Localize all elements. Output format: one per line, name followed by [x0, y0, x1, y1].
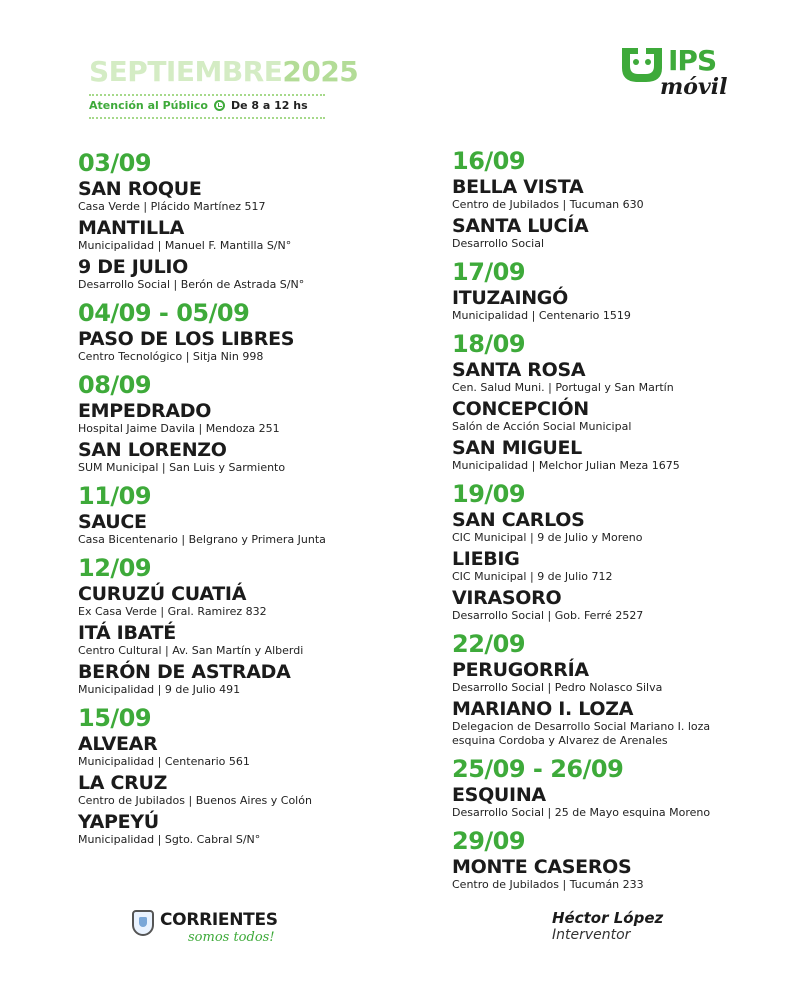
date-heading: 16/09	[452, 147, 526, 175]
date-block	[452, 481, 782, 623]
location-venue: Desarrollo Social	[452, 237, 545, 250]
location-name: SAN CARLOS	[452, 509, 585, 531]
location-detail	[78, 794, 438, 808]
location-venue: Ex Casa Verde	[78, 605, 157, 618]
location-address: Tucumán 233	[569, 878, 644, 891]
location-item	[452, 548, 782, 584]
location-detail	[78, 278, 438, 292]
date-block	[78, 483, 438, 547]
location-venue: Delegacion de Desarrollo Social Mariano I. loza	[452, 720, 711, 733]
location-item	[78, 439, 438, 475]
location-item	[452, 587, 782, 623]
separator: |	[528, 459, 539, 472]
location-name: ITÁ IBATÉ	[78, 622, 176, 644]
location-name: MANTILLA	[78, 217, 185, 239]
location-detail	[452, 237, 782, 251]
location-name: 9 DE JULIO	[78, 256, 189, 278]
location-venue: Desarrollo Social	[452, 609, 545, 622]
location-detail	[452, 878, 782, 892]
separator: |	[177, 533, 189, 546]
location-address: Av. San Martín y Alberdi	[172, 644, 304, 657]
location-item	[78, 772, 438, 808]
location-item	[78, 217, 438, 253]
location-item	[78, 511, 438, 547]
page-title	[89, 56, 389, 88]
location-address: Centenario 561	[164, 755, 250, 768]
location-name: BELLA VISTA	[452, 176, 584, 198]
location-name: MARIANO I. LOZA	[452, 698, 634, 720]
separator: |	[184, 794, 196, 807]
date-block	[78, 150, 438, 292]
location-name: SAN MIGUEL	[452, 437, 582, 459]
location-item	[452, 509, 782, 545]
location-name: ITUZAINGÓ	[452, 287, 568, 309]
location-address: Pedro Nolasco Silva	[554, 681, 663, 694]
location-address: 9 de Julio 491	[164, 683, 241, 696]
date-heading: 25/09 - 26/09	[452, 755, 624, 783]
location-venue: Casa Verde	[78, 200, 140, 213]
location-name: PASO DE LOS LIBRES	[78, 328, 295, 350]
location-name: ESQUINA	[452, 784, 546, 806]
separator: |	[528, 309, 539, 322]
location-detail	[78, 533, 438, 547]
location-item	[78, 811, 438, 847]
location-name: LA CRUZ	[78, 772, 168, 794]
attention-label: Atención al Público	[89, 99, 208, 112]
location-name: SAN ROQUE	[78, 178, 202, 200]
date-heading: 18/09	[452, 330, 526, 358]
clock-icon	[214, 100, 225, 111]
date-block	[452, 828, 782, 892]
separator: |	[154, 755, 165, 768]
province-name: CORRIENTES	[160, 910, 278, 930]
date-block	[452, 259, 782, 323]
hours-label: De 8 a 12 hs	[230, 99, 308, 112]
separator: |	[544, 806, 555, 819]
location-name: BERÓN DE ASTRADA	[78, 661, 291, 683]
location-detail	[78, 683, 438, 697]
signature	[552, 910, 692, 943]
date-block	[78, 300, 438, 364]
location-name: CONCEPCIÓN	[452, 398, 589, 420]
ips-logo-icon	[618, 44, 666, 84]
location-venue: Desarrollo Social	[452, 806, 545, 819]
signer-name: Héctor López	[552, 909, 664, 927]
date-heading: 19/09	[452, 480, 526, 508]
location-detail	[452, 806, 782, 820]
schedule-right-column	[452, 148, 782, 900]
date-heading: 17/09	[452, 258, 526, 286]
location-detail	[78, 644, 438, 658]
location-name: YAPEYÚ	[78, 811, 159, 833]
location-address: 9 de Julio y Moreno	[537, 531, 643, 544]
location-item	[78, 400, 438, 436]
location-detail	[452, 570, 782, 584]
location-address: Sgto. Cabral S/N°	[164, 833, 261, 846]
location-address: Portugal y San Martín	[555, 381, 674, 394]
header	[89, 56, 389, 119]
location-name: VIRASORO	[452, 587, 562, 609]
location-venue: Desarrollo Social	[452, 681, 545, 694]
corrientes-logo	[132, 908, 302, 952]
separator: |	[154, 833, 165, 846]
separator: |	[544, 381, 556, 394]
location-venue: SUM Municipal	[78, 461, 159, 474]
location-venue: Centro de Jubilados	[452, 878, 559, 891]
separator: |	[156, 605, 168, 618]
location-item	[78, 328, 438, 364]
location-venue: Centro Tecnológico	[78, 350, 183, 363]
date-heading: 12/09	[78, 554, 152, 582]
location-name: LIEBIG	[452, 548, 520, 570]
location-venue: Municipalidad	[78, 239, 155, 252]
date-heading: 11/09	[78, 482, 152, 510]
location-detail	[78, 239, 438, 253]
location-venue: Salón de Acción Social Municipal	[452, 420, 632, 433]
location-address: Gral. Ramirez 832	[167, 605, 267, 618]
location-detail	[78, 461, 438, 475]
location-item	[452, 398, 782, 434]
separator: |	[139, 200, 151, 213]
province-slogan: somos todos!	[188, 930, 275, 945]
location-detail	[78, 350, 438, 364]
separator: |	[544, 609, 555, 622]
location-detail	[452, 609, 782, 623]
date-block	[78, 555, 438, 697]
separator: |	[182, 350, 193, 363]
separator: |	[158, 461, 170, 474]
location-item	[78, 583, 438, 619]
location-address: Gob. Ferré 2527	[554, 609, 644, 622]
location-item	[452, 176, 782, 212]
location-venue: Municipalidad	[78, 683, 155, 696]
separator: |	[154, 239, 165, 252]
separator: |	[161, 644, 173, 657]
location-detail	[452, 381, 782, 395]
location-address: 25 de Mayo esquina Moreno	[554, 806, 711, 819]
location-name: SANTA ROSA	[452, 359, 586, 381]
location-detail	[452, 420, 782, 434]
date-heading: 22/09	[452, 630, 526, 658]
location-detail	[452, 681, 782, 695]
location-item	[78, 256, 438, 292]
location-name: SAN LORENZO	[78, 439, 227, 461]
separator: |	[526, 570, 538, 583]
location-name: PERUGORRÍA	[452, 659, 589, 681]
location-item	[452, 856, 782, 892]
location-venue: CIC Municipal	[452, 531, 527, 544]
location-name: EMPEDRADO	[78, 400, 212, 422]
location-address: Buenos Aires y Colón	[195, 794, 312, 807]
location-venue: Municipalidad	[452, 309, 529, 322]
date-heading: 29/09	[452, 827, 526, 855]
location-venue: Municipalidad	[78, 833, 155, 846]
location-venue: Cen. Salud Muni.	[452, 381, 545, 394]
movil-logo-text: móvil	[660, 74, 728, 100]
location-name: SAUCE	[78, 511, 147, 533]
location-detail	[452, 531, 782, 545]
attention-hours	[89, 94, 325, 119]
province-shield-icon	[132, 910, 154, 936]
location-venue: Centro Cultural	[78, 644, 162, 657]
location-item	[452, 287, 782, 323]
location-item	[78, 733, 438, 769]
date-block	[452, 331, 782, 473]
separator: |	[526, 531, 538, 544]
location-venue: Desarrollo Social	[78, 278, 171, 291]
location-detail	[452, 309, 782, 323]
location-address: Melchor Julian Meza 1675	[538, 459, 680, 472]
separator: |	[558, 198, 570, 211]
date-block	[78, 705, 438, 847]
location-item	[452, 359, 782, 395]
location-detail	[78, 605, 438, 619]
location-venue: CIC Municipal	[452, 570, 527, 583]
schedule-left-column	[78, 150, 438, 855]
location-venue: Municipalidad	[78, 755, 155, 768]
location-venue: Centro de Jubilados	[452, 198, 559, 211]
year-label: 2025	[282, 55, 359, 88]
location-address: 9 de Julio 712	[537, 570, 613, 583]
separator: |	[194, 422, 206, 435]
date-block	[452, 756, 782, 820]
date-block	[452, 148, 782, 251]
location-item	[78, 178, 438, 214]
location-address: Mendoza 251	[205, 422, 280, 435]
location-item	[452, 437, 782, 473]
location-item	[78, 661, 438, 697]
location-venue: Casa Bicentenario	[78, 533, 178, 546]
location-name: ALVEAR	[78, 733, 158, 755]
date-heading: 03/09	[78, 149, 152, 177]
date-heading: 04/09 - 05/09	[78, 299, 250, 327]
location-detail	[452, 198, 782, 212]
location-item	[452, 784, 782, 820]
location-name: SANTA LUCÍA	[452, 215, 589, 237]
location-detail	[452, 459, 782, 473]
location-detail	[78, 422, 438, 436]
date-block	[452, 631, 782, 748]
signer-role: Interventor	[552, 927, 631, 943]
location-detail	[78, 200, 438, 214]
ips-logo-text: IPS	[668, 44, 717, 77]
location-address: Centenario 1519	[538, 309, 631, 322]
location-address: Berón de Astrada S/N°	[180, 278, 305, 291]
location-venue: Hospital Jaime Davila	[78, 422, 195, 435]
month-label: SEPTIEMBRE	[89, 55, 283, 88]
date-heading: 08/09	[78, 371, 152, 399]
location-item	[452, 215, 782, 251]
location-name: CURUZÚ CUATIÁ	[78, 583, 247, 605]
location-address: San Luis y Sarmiento	[169, 461, 286, 474]
location-address: Tucuman 630	[569, 198, 644, 211]
ips-movil-logo	[616, 40, 736, 108]
location-address: Belgrano y Primera Junta	[188, 533, 326, 546]
location-venue: Municipalidad	[452, 459, 529, 472]
location-detail-extra: esquina Cordoba y Alvarez de Arenales	[452, 734, 668, 747]
location-name: MONTE CASEROS	[452, 856, 632, 878]
location-address: Plácido Martínez 517	[150, 200, 266, 213]
location-item	[452, 659, 782, 695]
location-detail	[452, 720, 782, 734]
location-venue: Centro de Jubilados	[78, 794, 185, 807]
separator: |	[544, 681, 555, 694]
separator: |	[170, 278, 181, 291]
location-item	[78, 622, 438, 658]
location-address: Manuel F. Mantilla S/N°	[164, 239, 292, 252]
separator: |	[558, 878, 570, 891]
date-block	[78, 372, 438, 475]
location-detail	[78, 833, 438, 847]
location-detail	[78, 755, 438, 769]
location-item	[452, 698, 782, 748]
location-address: Sitja Nin 998	[192, 350, 264, 363]
separator: |	[154, 683, 165, 696]
date-heading: 15/09	[78, 704, 152, 732]
